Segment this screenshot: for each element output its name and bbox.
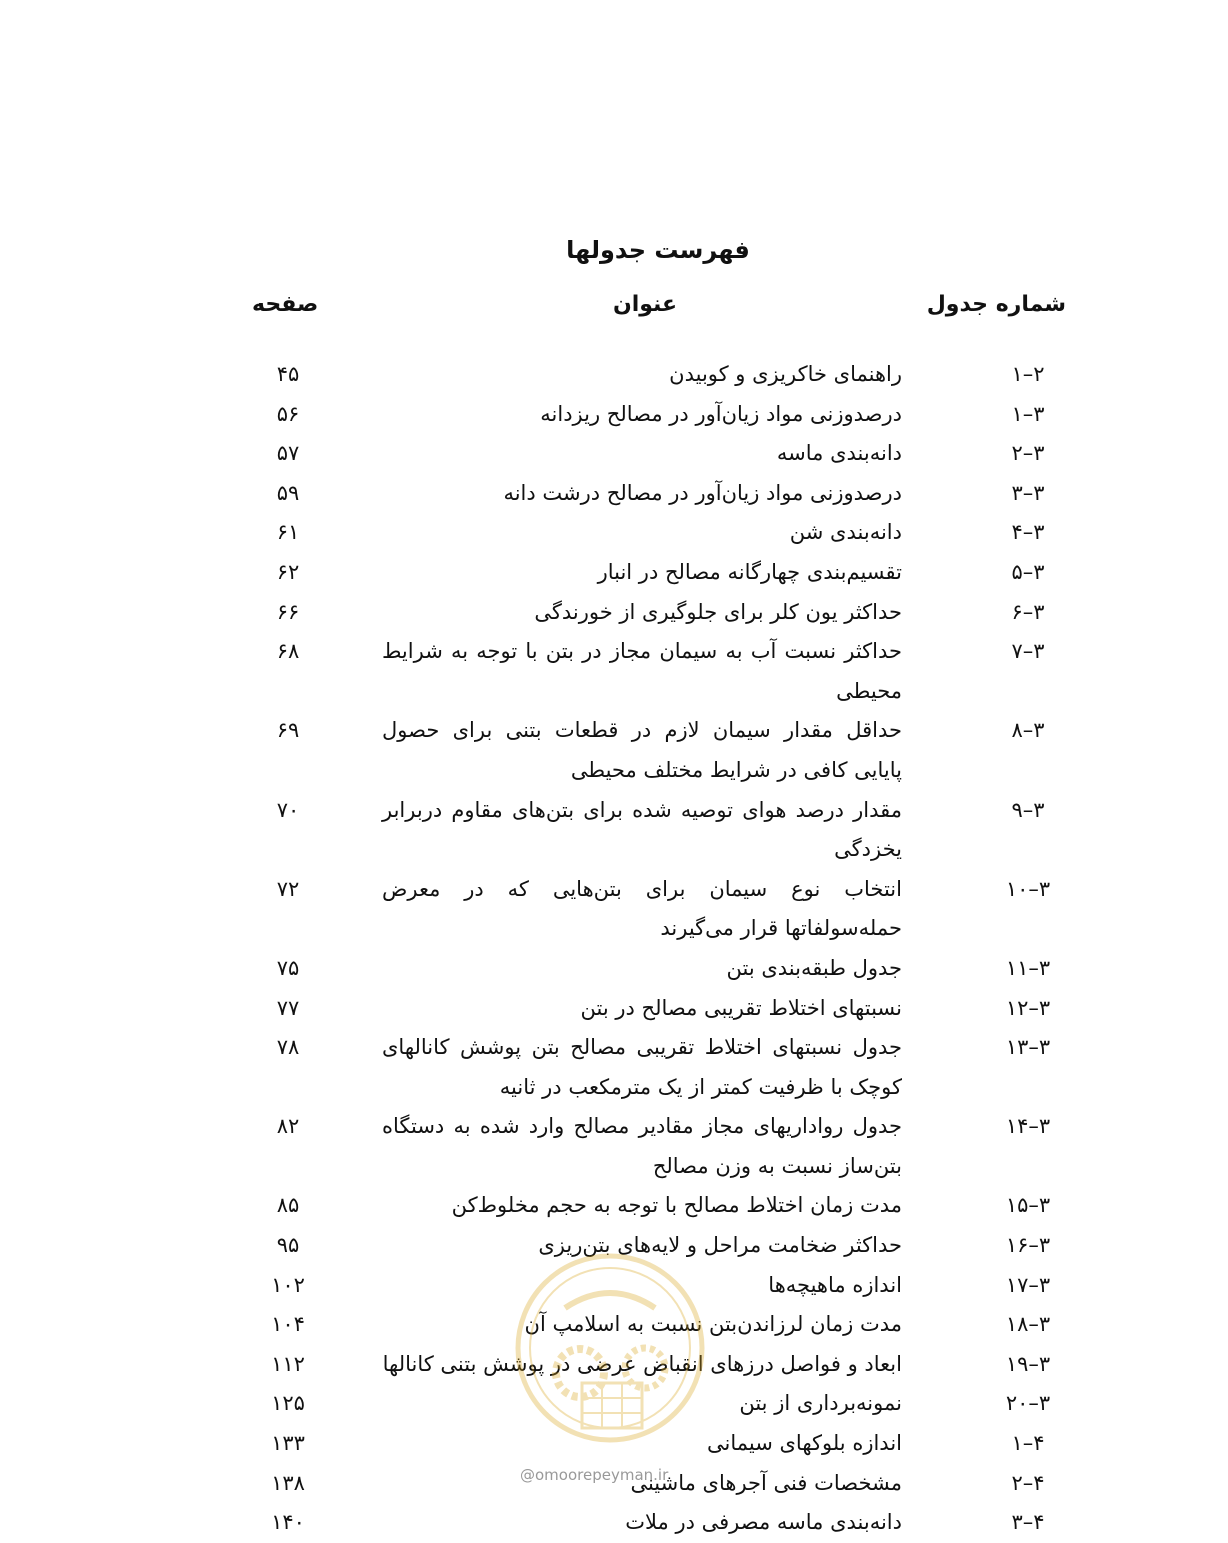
table-title: مشخصات فنی آجرهای ماشینی <box>630 1470 902 1495</box>
page-number: ۵۹ <box>276 480 300 505</box>
table-title: اندازه بلوکهای سیمانی <box>706 1431 902 1456</box>
page-number: ۶۹ <box>276 718 300 743</box>
table-title: درصدوزنی مواد زیان‌آور در مصالح ریزدانه <box>540 401 902 426</box>
page-number: ۱۲۵ <box>271 1391 305 1416</box>
table-title: جدول رواداریهای مجاز مقادیر مصالح وارد شده به دستگاه بتن‌ساز نسبت به وزن مصالح <box>382 1114 902 1178</box>
list-item <box>0 553 1228 593</box>
table-number: ۳–۲۰ <box>1005 1391 1051 1416</box>
table-title: دانه‌بندی ماسه <box>776 441 902 466</box>
page-number: ۵۷ <box>276 441 300 466</box>
table-title: ابعاد و فواصل درزهای انقباض عرضی در پوشش بتنی کانالها <box>382 1351 902 1376</box>
page-number: ۷۸ <box>276 1035 300 1060</box>
list-item <box>0 513 1228 553</box>
column-header-number: شماره جدول <box>926 292 1066 317</box>
list-item <box>0 791 1228 870</box>
list-item <box>0 1028 1228 1107</box>
table-title: جدول طبقه‌بندی بتن <box>726 955 902 980</box>
page-number: ۷۷ <box>276 995 300 1020</box>
page-number: ۱۰۴ <box>271 1312 305 1337</box>
page-number: ۸۵ <box>276 1193 300 1218</box>
table-number: ۴–۱ <box>1011 1431 1045 1456</box>
page-number: ۶۶ <box>276 599 300 624</box>
table-number: ۳–۱۳ <box>1005 1035 1051 1060</box>
table-title: مدت زمان لرزاندن‌بتن نسبت به اسلامپ آن <box>524 1312 902 1337</box>
table-title: مقدار درصد هوای توصیه شده برای بتن‌های مقاوم دربرابر یخزدگی <box>382 797 902 862</box>
table-title: انتخاب نوع سیمان برای بتن‌هایی که در معرض حمله‌سولفاتها قرار می‌گیرند <box>382 876 902 941</box>
table-number: ۳–۸ <box>1011 718 1045 743</box>
page-number: ۷۰ <box>276 797 300 822</box>
page-number: ۹۵ <box>276 1233 300 1258</box>
table-title: اندازه ماهیچه‌ها <box>768 1272 902 1297</box>
table-number: ۳–۱۱ <box>1005 955 1051 980</box>
table-number: ۳–۹ <box>1011 797 1045 822</box>
table-title: دانه‌بندی ماسه مصرفی در ملات <box>625 1510 902 1535</box>
list-item <box>0 593 1228 633</box>
table-number: ۳–۱۷ <box>1005 1272 1051 1297</box>
table-title: نمونه‌برداری از بتن <box>739 1391 902 1416</box>
table-number: ۳–۲ <box>1011 441 1045 466</box>
page-number: ۶۱ <box>276 520 300 545</box>
page-number: ۸۲ <box>276 1114 300 1139</box>
table-number: ۳–۱۵ <box>1005 1193 1051 1218</box>
table-title: راهنمای خاکریزی و کوبیدن <box>669 362 902 386</box>
page-number: ۶۸ <box>276 639 300 664</box>
table-number: ۳–۱ <box>1011 401 1045 426</box>
table-number: ۳–۱۴ <box>1005 1114 1051 1139</box>
list-item <box>0 434 1228 474</box>
table-number: ۴–۲ <box>1011 1470 1045 1495</box>
page-number: ۱۱۲ <box>271 1351 305 1376</box>
page-number: ۱۳۳ <box>271 1431 305 1456</box>
list-item <box>0 1186 1228 1226</box>
page-number: ۷۵ <box>276 955 300 980</box>
page-number: ۷۲ <box>276 876 300 901</box>
table-number: ۲–۱ <box>1011 362 1045 386</box>
table-title: نسبتهای اختلاط تقریبی مصالح در بتن <box>580 995 902 1020</box>
list-item <box>0 632 1228 711</box>
page-number: ۱۰۲ <box>271 1272 305 1297</box>
column-header-title: عنوان <box>612 292 678 317</box>
table-title: حداقل مقدار سیمان لازم در قطعات بتنی برای حصول پایایی کافی در شرایط مختلف محیطی <box>382 718 902 782</box>
table-title: جدول نسبتهای اختلاط تقریبی مصالح بتن پوشش کانالهای کوچک با ظرفیت کمتر از یک مترمکعب در ثانیه <box>382 1035 902 1099</box>
table-number: ۳–۱۸ <box>1005 1312 1051 1337</box>
watermark-site-text: @omoorepeyman.ir <box>520 1466 669 1484</box>
list-item <box>0 395 1228 435</box>
list-item <box>0 870 1228 949</box>
table-title: حداکثر نسبت آب به سیمان مجاز در بتن با توجه به شرایط محیطی <box>382 639 902 703</box>
page-number: ۶۲ <box>276 559 300 584</box>
table-number: ۴–۳ <box>1011 1510 1045 1535</box>
list-item <box>0 711 1228 790</box>
table-number: ۳–۳ <box>1011 480 1045 505</box>
table-number: ۳–۷ <box>1011 639 1045 664</box>
table-title: درصدوزنی مواد زیان‌آور در مصالح درشت دانه <box>503 480 902 505</box>
table-number: ۳–۵ <box>1011 559 1045 584</box>
table-title: دانه‌بندی شن <box>789 520 902 545</box>
list-item <box>0 474 1228 514</box>
table-number: ۳–۶ <box>1011 599 1045 624</box>
list-item <box>0 1107 1228 1186</box>
list-item <box>0 1503 1228 1543</box>
table-number: ۳–۱۶ <box>1005 1233 1051 1258</box>
page-number: ۵۶ <box>276 401 300 426</box>
table-title: مدت زمان اختلاط مصالح با توجه به حجم مخلوط‌کن <box>451 1193 902 1218</box>
table-number: ۳–۴ <box>1011 520 1045 545</box>
column-header-page: صفحه <box>252 292 319 317</box>
watermark-logo <box>510 1248 710 1448</box>
table-number: ۳–۱۹ <box>1005 1351 1051 1376</box>
table-number: ۳–۱۲ <box>1005 995 1051 1020</box>
page-title: فهرست جدولها <box>566 236 750 264</box>
list-item <box>0 989 1228 1029</box>
table-title: حداکثر یون کلر برای جلوگیری از خورندگی <box>534 599 902 624</box>
page-number: ۱۳۸ <box>271 1470 305 1495</box>
table-title: تقسیم‌بندی چهارگانه مصالح در انبار <box>597 559 902 584</box>
list-item <box>0 355 1228 395</box>
page-number: ۴۵ <box>276 362 300 386</box>
list-item <box>0 949 1228 989</box>
page-number: ۱۴۰ <box>271 1510 305 1535</box>
table-title: حداکثر ضخامت مراحل و لایه‌های بتن‌ریزی <box>538 1233 902 1258</box>
table-number: ۳–۱۰ <box>1005 876 1051 901</box>
